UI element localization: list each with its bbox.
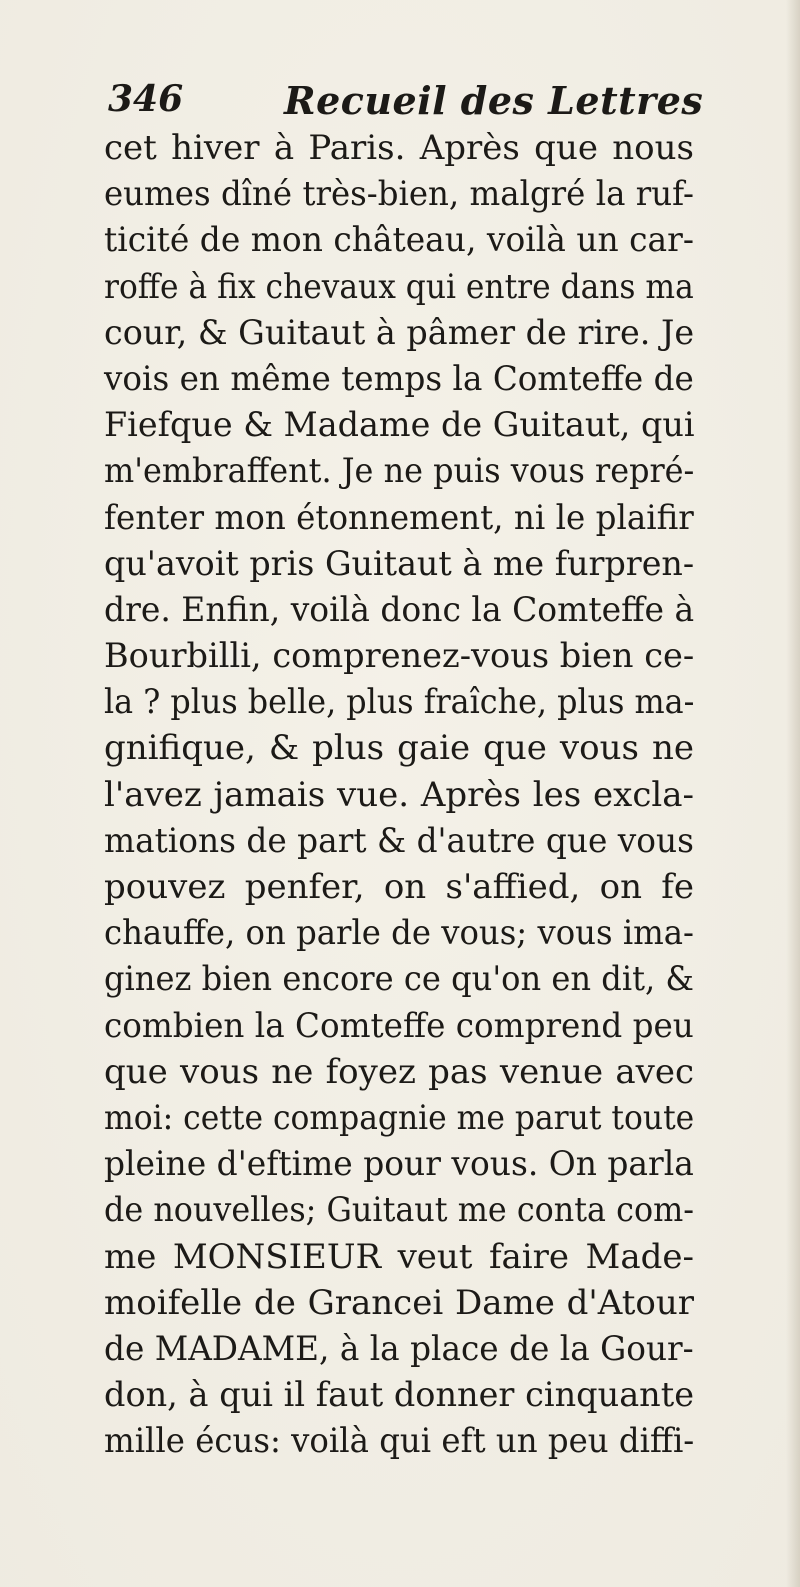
- text-line: gnifique, & plus gaie que vous ne: [104, 728, 694, 769]
- page-header: [108, 70, 708, 130]
- body-text: [104, 125, 694, 1464]
- text-line: combien la Comteffe comprend peu: [104, 1005, 694, 1046]
- text-line: dre. Enfin, voilà donc la Comteffe à: [104, 589, 695, 630]
- text-line: que vous ne foyez pas venue avec: [104, 1051, 694, 1092]
- text-line: cet hiver à Paris. Après que nous: [104, 128, 694, 168]
- text-line: chauffe, on parle de vous; vous ima-: [104, 913, 694, 954]
- text-line: eumes dîné très-bien, malgré la ruf-: [104, 174, 694, 215]
- text-line: l'avez jamais vue. Après les excla-: [104, 774, 694, 815]
- text-line: moi: cette compagnie me parut toute: [104, 1097, 695, 1138]
- text-line: m'embraffent. Je ne puis vous repré-: [104, 451, 695, 492]
- text-line: pleine d'eftime pour vous. On parla: [104, 1144, 694, 1185]
- text-line: ginez bien encore ce qu'on en dit, &: [104, 959, 694, 1000]
- text-line: de MADAME, à la place de la Gour-: [104, 1328, 694, 1369]
- text-line: mille écus: voilà qui eft un peu diffi-: [104, 1421, 695, 1462]
- text-line: don, à qui il faut donner cinquante: [104, 1375, 695, 1416]
- text-line: mations de part & d'autre que vous: [104, 820, 694, 861]
- text-line: pouvez penfer, on s'affied, on fe: [104, 867, 694, 907]
- text-line: la ? plus belle, plus fraîche, plus ma-: [104, 682, 695, 723]
- text-line: vois en même temps la Comteffe de: [104, 358, 694, 399]
- page-number: 346: [108, 78, 184, 120]
- text-line: Fiefque & Madame de Guitaut, qui: [104, 405, 695, 446]
- page-edge-shadow: [786, 0, 800, 1587]
- text-line: roffe à fix chevaux qui entre dans ma: [104, 266, 694, 307]
- text-line: moifelle de Grancei Dame d'Atour: [104, 1282, 694, 1323]
- text-line: de nouvelles; Guitaut me conta com-: [104, 1190, 694, 1231]
- text-line: cour, & Guitaut à pâmer de rire. Je: [104, 312, 695, 353]
- running-title: Recueil des Lettres: [284, 78, 704, 123]
- text-line: Bourbilli, comprenez-vous bien ce-: [104, 636, 695, 677]
- text-line: me MONSIEUR veut faire Made-: [104, 1236, 694, 1277]
- text-line: ticité de mon château, voilà un car-: [104, 220, 694, 261]
- text-line: qu'avoit pris Guitaut à me furpren-: [104, 543, 695, 584]
- text-line: fenter mon étonnement, ni le plaifir: [104, 497, 694, 538]
